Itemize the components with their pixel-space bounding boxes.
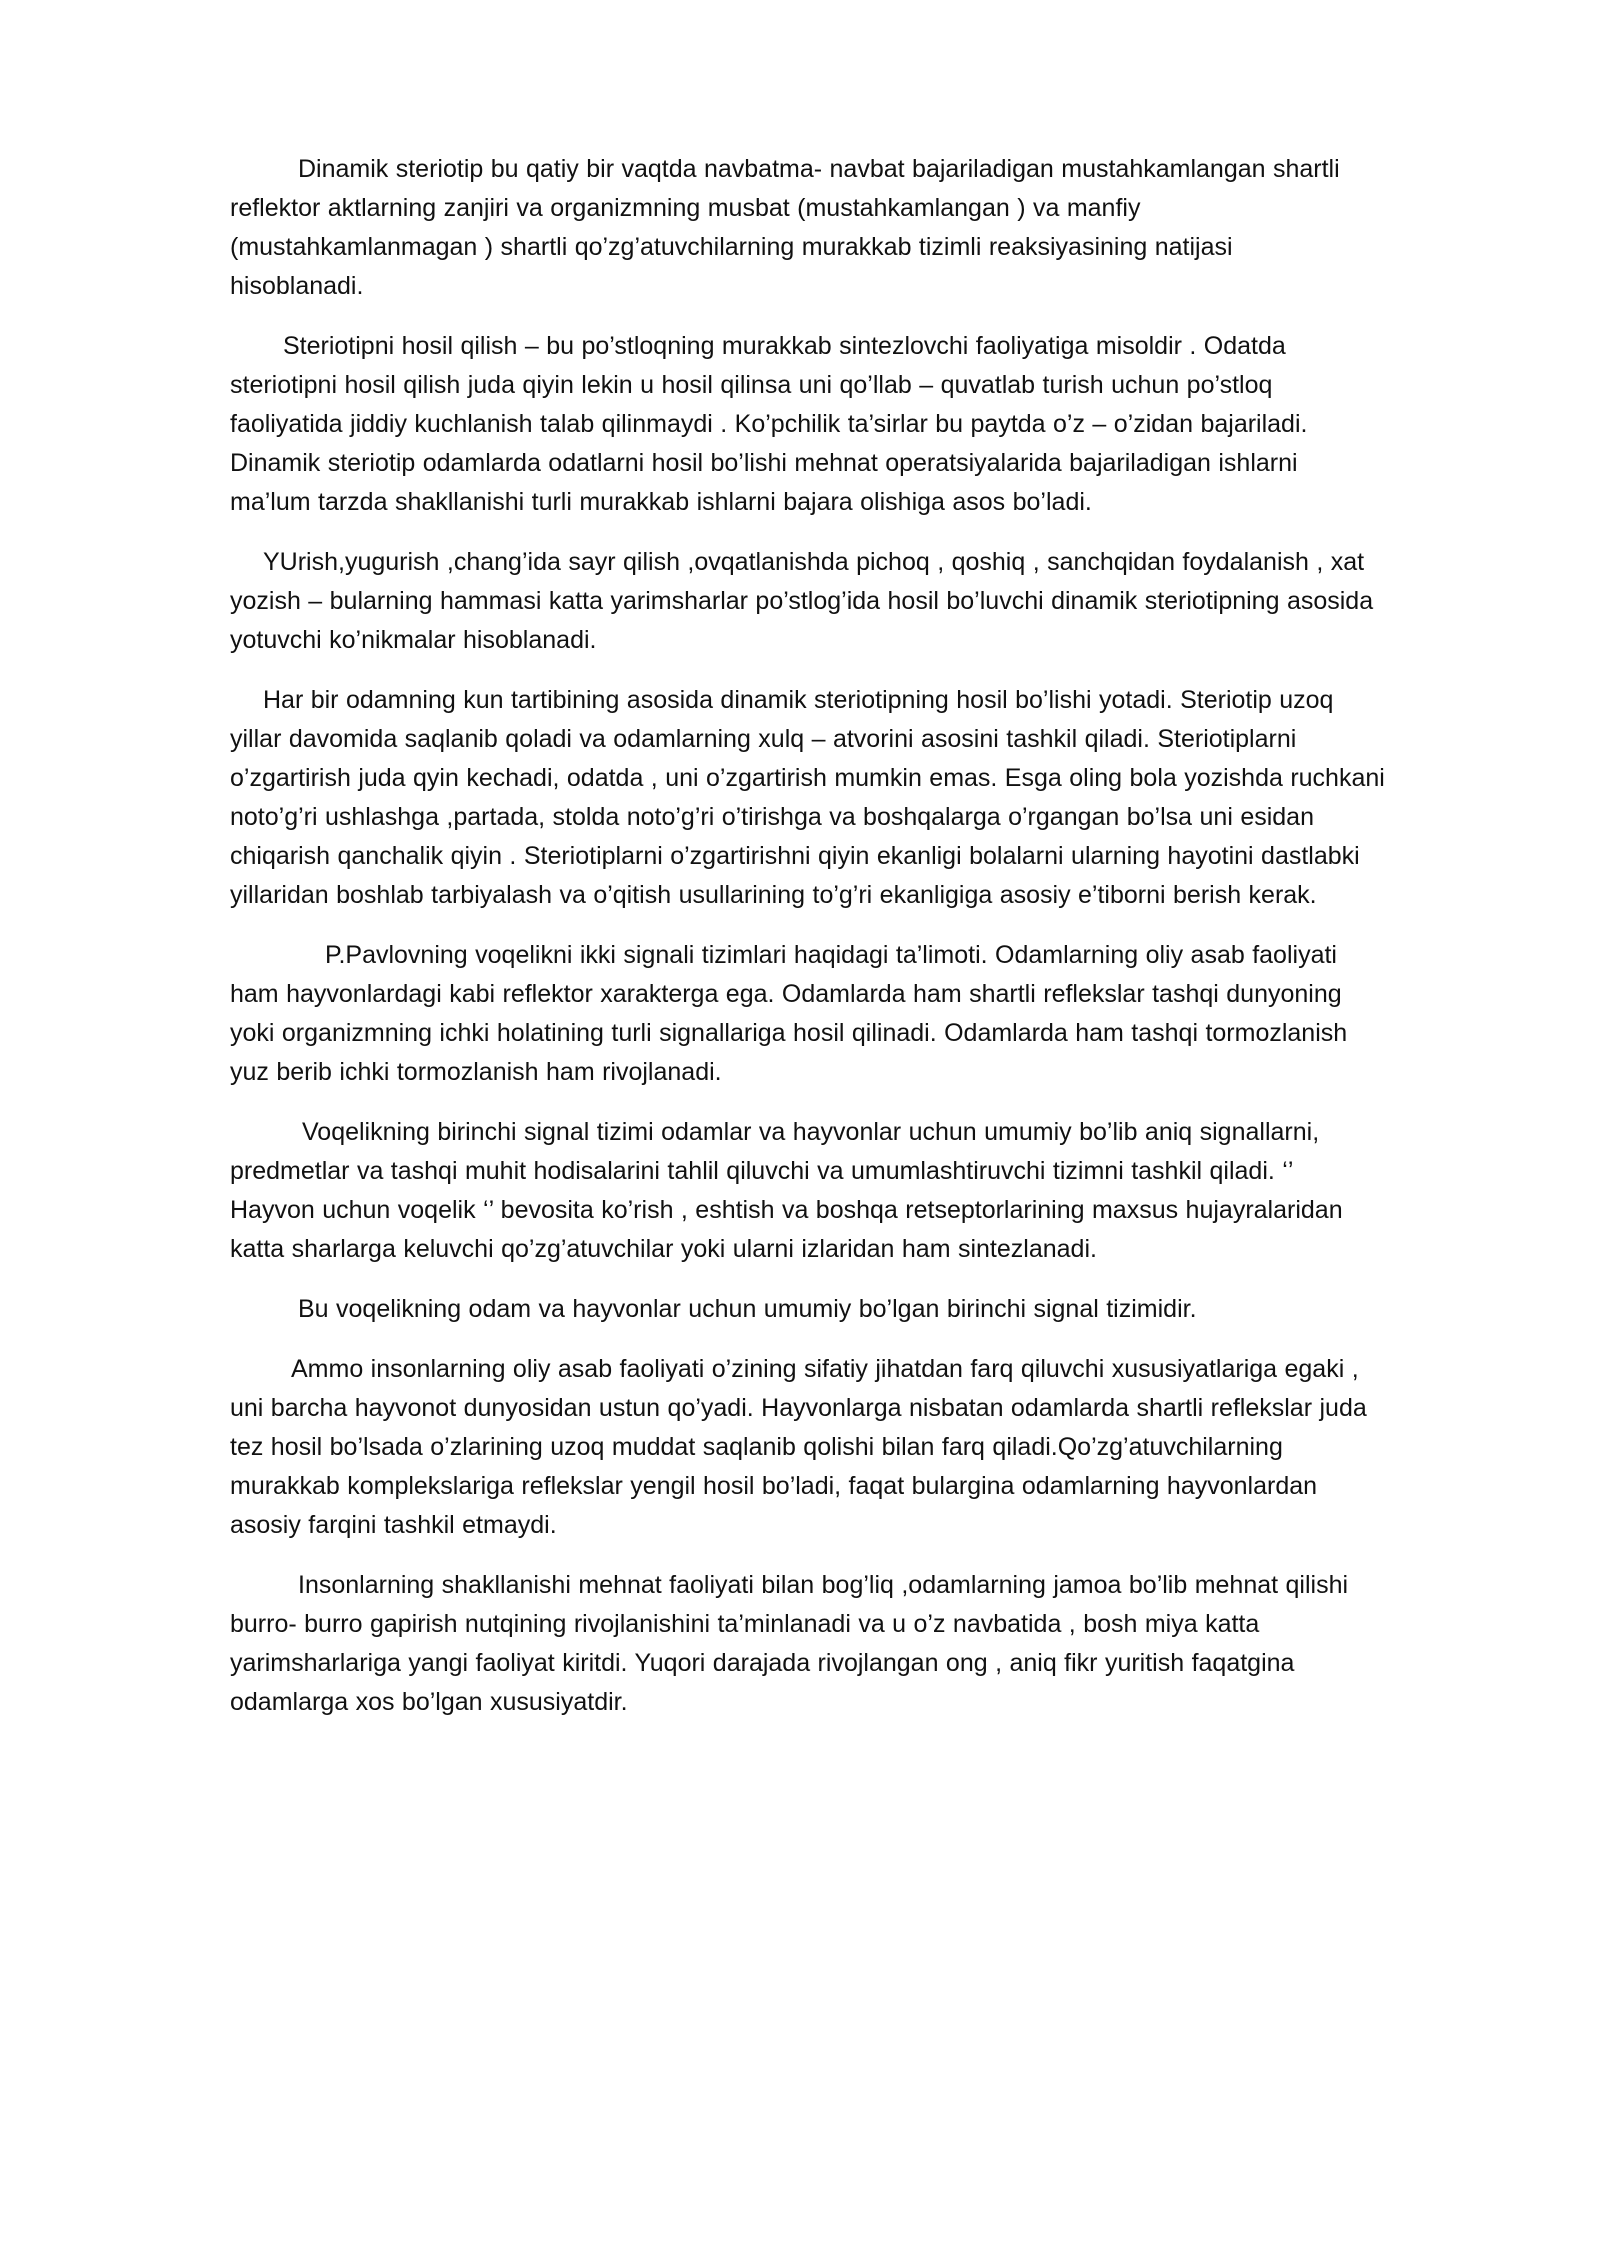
paragraph-7: Bu voqelikning odam va hayvonlar uchun umumiy bo’lgan birinchi signal tizimidir.	[298, 1295, 1197, 1323]
paragraph-2: Steriotipni hosil qilish – bu po’stloqning murakkab sintezlovchi faoliyatiga misoldir . Odatda steriotipni hosil qilish juda qiyin lekin u hosil qilinsa uni qo’llab – quvatlab turish uchun po’stloq faoliyatida jiddiy kuchlanish talab qilinmaydi . Ko’pchilik ta’sirlar bu paytda o’z – o’zidan bajariladi. Dinamik steriotip odamlarda odatlarni hosil bo’lishi mehnat operatsiyalarida bajariladigan ishlarni ma’lum tarzda shakllanishi turli murakkab ishlarni bajara olishiga asos bo’ladi.	[230, 332, 1308, 516]
paragraph-6: Voqelikning birinchi signal tizimi odamlar va hayvonlar uchun umumiy bo’lib aniq signallarni, predmetlar va tashqi muhit hodisalarini tahlil qiluvchi va umumlashtiruvchi tizimni tashkil qiladi. ‘’ Hayvon uchun voqelik ‘’ bevosita ko’rish , eshtish va boshqa retseptorlarining maxsus hujayralaridan katta sharlarga keluvchi qo’zg’atuvchilar yoki ularni izlaridan ham sintezlanadi.	[230, 1118, 1343, 1263]
paragraph-9: Insonlarning shakllanishi mehnat faoliyati bilan bog’liq ,odamlarning jamoa bo’lib mehnat qilishi burro- burro gapirish nutqining rivojlanishini ta’minlanadi va u o’z navbatida , bosh miya katta yarimsharlariga yangi faoliyat kiritdi. Yuqori darajada rivojlangan ong , aniq fikr yuritish faqatgina odamlarga xos bo’lgan xususiyatdir.	[230, 1571, 1349, 1716]
document-body	[230, 150, 1505, 1743]
paragraph-3: YUrish,yugurish ,chang’ida sayr qilish ,ovqatlanishda pichoq , qoshiq , sanchqidan foydalanish , xat yozish – bularning hammasi katta yarimsharlar po’stlog’ida hosil bo’luvchi dinamik steriotipning asosida yotuvchi ko’nikmalar hisoblanadi.	[230, 548, 1374, 654]
paragraph-1: Dinamik steriotip bu qatiy bir vaqtda navbatma- navbat bajariladigan mustahkamlangan shartli reflektor aktlarning zanjiri va organizmning musbat (mustahkamlangan ) va manfiy (mustahkamlanmagan ) shartli qo’zg’atuvchilarning murakkab tizimli reaksiyasining natijasi hisoblanadi.	[230, 155, 1340, 300]
paragraph-5: P.Pavlovning voqelikni ikki signali tizimlari haqidagi ta’limoti. Odamlarning oliy asab faoliyati ham hayvonlardagi kabi reflektor xarakterga ega. Odamlarda ham shartli reflekslar tashqi dunyoning yoki organizmning ichki holatining turli signallariga hosil qilinadi. Odamlarda ham tashqi tormozlanish yuz berib ichki tormozlanish ham rivojlanadi.	[230, 941, 1348, 1086]
paragraph-4: Har bir odamning kun tartibining asosida dinamik steriotipning hosil bo’lishi yotadi. Steriotip uzoq yillar davomida saqlanib qoladi va odamlarning xulq – atvorini asosini tashkil qiladi. Steriotiplarni o’zgartirish juda qyin kechadi, odatda , uni o’zgartirish mumkin emas. Esga oling bola yozishda ruchkani noto’g’ri ushlashga ,partada, stolda noto’g’ri o’tirishga va boshqalarga o’rgangan bo’lsa uni esidan chiqarish qanchalik qiyin . Steriotiplarni o’zgartirishni qiyin ekanligi bolalarni ularning hayotini dastlabki yillaridan boshlab tarbiyalash va o’qitish usullarining to’g’ri ekanligiga asosiy e’tiborni berish kerak.	[230, 686, 1385, 909]
paragraph-8: Ammo insonlarning oliy asab faoliyati o’zining sifatiy jihatdan farq qiluvchi xususiyatlariga egaki , uni barcha hayvonot dunyosidan ustun qo’yadi. Hayvonlarga nisbatan odamlarda shartli reflekslar juda tez hosil bo’lsada o’zlarining uzoq muddat saqlanib qolishi bilan farq qiladi.Qo’zg’atuvchilarning murakkab komplekslariga reflekslar yengil hosil bo’ladi, faqat bulargina odamlarning hayvonlardan asosiy farqini tashkil etmaydi.	[230, 1355, 1367, 1539]
